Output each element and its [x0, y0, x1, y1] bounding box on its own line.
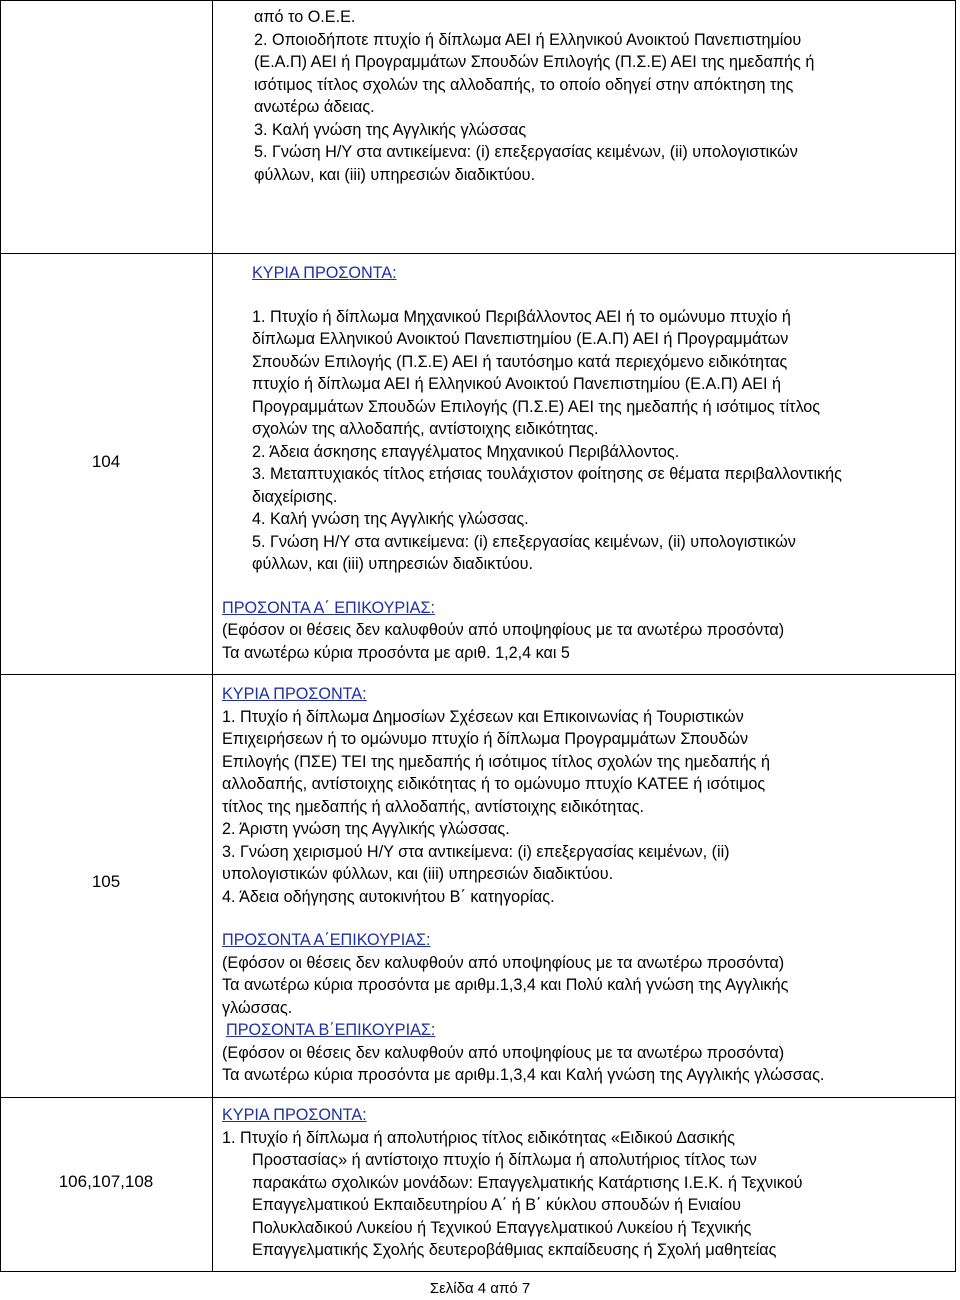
text-line: 3. Γνώση χειρισμού Η/Υ στα αντικείμενα: (i) επεξεργασίας κειμένων, (ii)	[222, 842, 730, 861]
text-line: 3. Καλή γνώση της Αγγλικής γλώσσας	[254, 120, 527, 139]
text-line: (Ε.Α.Π) ΑΕΙ ή Προγραμμάτων Σπουδών Επιλογής (Π.Σ.Ε) ΑΕΙ της ημεδαπής ή	[254, 53, 815, 71]
text-line: παρακάτω σχολικών μονάδων: Επαγγελματικής Κατάρτισης Ι.Ε.Κ. ή Τεχνικού	[252, 1173, 803, 1192]
text-line: Επιλογής (ΠΣΕ) ΤΕΙ της ημεδαπής ή ισότιμος τίτλος σχολών της ημεδαπής ή	[222, 752, 770, 771]
text-line: Επαγγελματικής Σχολής δευτεροβάθμιας εκπαίδευσης ή Σχολή μαθητείας	[252, 1241, 777, 1259]
text-line: Σπουδών Επιλογής (Π.Σ.Ε) ΑΕΙ ή ταυτόσημο κατά περιεχόμενο ειδικότητας	[252, 352, 788, 371]
row-106-content	[222, 1104, 952, 1262]
text-line: Τα ανωτέρω κύρια προσόντα με αριθ. 1,2,4 και 5	[222, 643, 570, 662]
text-line: 2. Άριστη γνώση της Αγγλικής γλώσσας.	[222, 820, 510, 838]
position-number: 106,107,108	[58, 1172, 154, 1191]
text-line: διαχείρισης.	[252, 487, 338, 506]
text-line: τίτλος της ημεδαπής ή αλλοδαπής, αντίστοιχης ειδικότητας.	[222, 797, 645, 816]
row-divider	[0, 674, 955, 675]
text-line: 2. Άδεια άσκησης επαγγέλματος Μηχανικού Περιβάλλοντος.	[252, 442, 680, 461]
table-border-bottom	[0, 1271, 955, 1272]
page-footer: Σελίδα 4 από 7	[429, 1280, 531, 1297]
row-divider	[0, 253, 955, 254]
text-line: 1. Πτυχίο ή δίπλωμα Δημοσίων Σχέσεων και Επικοινωνίας ή Τουριστικών	[222, 707, 744, 726]
text-line: (Εφόσον οι θέσεις δεν καλυφθούν από υποψηφίους με τα ανωτέρω προσόντα)	[222, 1043, 785, 1062]
section-heading: ΚΥΡΙΑ ΠΡΟΣΟΝΤΑ:	[222, 1106, 367, 1124]
table-border-left	[0, 0, 1, 1272]
text-line: 5. Γνώση Η/Υ στα αντικείμενα: (i) επεξεργασίας κειμένων, (ii) υπολογιστικών	[252, 532, 796, 551]
text-line: (Εφόσον οι θέσεις δεν καλυφθούν από υποψηφίους με τα ανωτέρω προσόντα)	[222, 621, 785, 639]
text-line: Προστασίας» ή αντίστοιχο πτυχίο ή δίπλωμα ή απολυτήριος τίτλος των	[252, 1151, 757, 1169]
text-line: 2. Οποιοδήποτε πτυχίο ή δίπλωμα ΑΕΙ ή Ελληνικού Ανοικτού Πανεπιστημίου	[254, 30, 802, 49]
section-heading: ΠΡΟΣΟΝΤΑ Β΄ΕΠΙΚΟΥΡΙΑΣ:	[226, 1021, 436, 1039]
text-line: Πολυκλαδικού Λυκείου ή Τεχνικού Επαγγελματικού Λυκείου ή Τεχνικής	[252, 1218, 752, 1237]
row-prev-content	[224, 6, 952, 186]
position-number: 104	[91, 452, 121, 471]
text-line: Τα ανωτέρω κύρια προσόντα με αριθμ.1,3,4 και Πολύ καλή γνώση της Αγγλικής	[222, 976, 789, 994]
table-border-top	[0, 0, 955, 1]
text-line: γλώσσας.	[222, 998, 293, 1017]
row-divider	[0, 1097, 955, 1098]
position-number: 105	[91, 872, 121, 891]
text-line: σχολών της αλλοδαπής, αντίστοιχης ειδικότητας.	[252, 420, 599, 438]
row-105-content	[222, 683, 952, 1087]
text-line: Επιχειρήσεων ή το ομώνυμο πτυχίο ή δίπλωμα Προγραμμάτων Σπουδών	[222, 730, 749, 748]
text-line: υπολογιστικών φύλλων, και (iii) υπηρεσιών διαδικτύου.	[222, 865, 614, 883]
text-line: ανωτέρω άδειας.	[254, 98, 375, 116]
section-heading: ΚΥΡΙΑ ΠΡΟΣΟΝΤΑ:	[222, 685, 367, 703]
text-line: 1. Πτυχίο ή δίπλωμα ή απολυτήριος τίτλος ειδικότητας «Ειδικού Δασικής	[222, 1128, 735, 1147]
text-line: 3. Μεταπτυχιακός τίτλος ετήσιας τουλάχιστον φοίτησης σε θέματα περιβαλλοντικής	[252, 465, 842, 483]
text-line: δίπλωμα Ελληνικού Ανοικτού Πανεπιστημίου (Ε.Α.Π) ΑΕΙ ή Προγραμμάτων	[252, 330, 789, 348]
text-line: (Εφόσον οι θέσεις δεν καλυφθούν από υποψηφίους με τα ανωτέρω προσόντα)	[222, 953, 785, 972]
column-divider	[212, 0, 213, 1272]
text-line: φύλλων, και (iii) υπηρεσιών διαδικτύου.	[252, 555, 533, 573]
text-line: 4. Καλή γνώση της Αγγλικής γλώσσας.	[252, 510, 529, 528]
text-line: ισότιμος τίτλος σχολών της αλλοδαπής, το οποίο οδηγεί στην απόκτηση της	[254, 75, 794, 94]
section-heading: ΚΥΡΙΑ ΠΡΟΣΟΝΤΑ:	[252, 264, 397, 282]
table-border-right	[955, 0, 956, 1272]
section-heading: ΠΡΟΣΟΝΤΑ Α΄ΕΠΙΚΟΥΡΙΑΣ:	[222, 931, 431, 949]
text-line: 4. Άδεια οδήγησης αυτοκινήτου Β΄ κατηγορίας.	[222, 887, 555, 906]
text-line: Τα ανωτέρω κύρια προσόντα με αριθμ.1,3,4 και Καλή γνώση της Αγγλικής γλώσσας.	[222, 1066, 825, 1084]
text-line: Προγραμμάτων Σπουδών Επιλογής (Π.Σ.Ε) ΑΕΙ της ημεδαπής ή ισότιμος τίτλος	[252, 397, 821, 416]
text-line: Επαγγελματικού Εκπαιδευτηρίου Α΄ ή Β΄ κύκλου σπουδών ή Ενιαίου	[252, 1196, 741, 1214]
row-104-content	[222, 262, 952, 664]
text-line: 5. Γνώση Η/Υ στα αντικείμενα: (i) επεξεργασίας κειμένων, (ii) υπολογιστικών	[254, 143, 798, 161]
text-line: 1. Πτυχίο ή δίπλωμα Μηχανικού Περιβάλλοντος ΑΕΙ ή το ομώνυμο πτυχίο ή	[252, 307, 791, 326]
text-line: φύλλων, και (iii) υπηρεσιών διαδικτύου.	[254, 165, 535, 184]
text-line: πτυχίο ή δίπλωμα ΑΕΙ ή Ελληνικού Ανοικτού Πανεπιστημίου (Ε.Α.Π) ΑΕΙ ή	[252, 375, 782, 393]
section-heading: ΠΡΟΣΟΝΤΑ Α΄ ΕΠΙΚΟΥΡΙΑΣ:	[222, 598, 435, 617]
text-line: αλλοδαπής, αντίστοιχης ειδικότητας ή το ομώνυμο πτυχίο ΚΑΤΕΕ ή ισότιμος	[222, 775, 766, 793]
text-line: από το Ο.Ε.Ε.	[254, 8, 356, 26]
